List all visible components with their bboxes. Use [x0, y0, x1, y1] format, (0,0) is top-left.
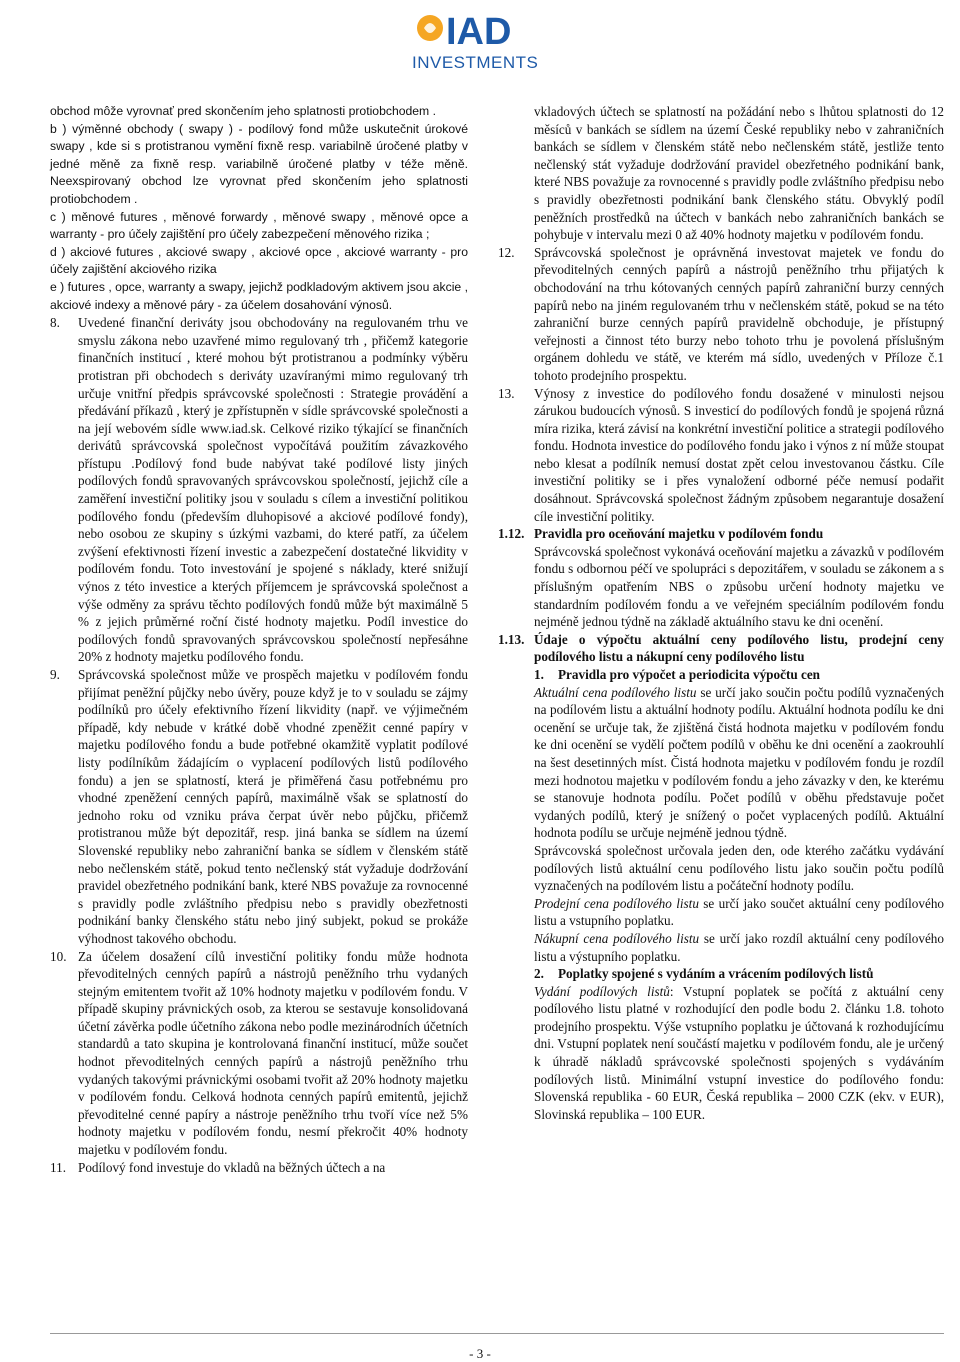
svg-text:IAD: IAD — [446, 11, 512, 53]
footer-divider — [50, 1333, 944, 1334]
paragraph: Správcovská společnost vykonává oceňování majetku a závazků v podílovém fondu s odbornou péčí ve spolupráci s depozitářem, v souladu se zákonem a s příslušným opatřením NBS o způsobu určení hodnoty majetku ve standardním podílovém fondu a ve veřejném speciálním podílovém fondu nejméně jednou týdně na základě aktuálního stavu ke dni ocenění. — [534, 543, 944, 630]
numbered-item — [498, 385, 944, 526]
subsection-heading — [498, 666, 944, 684]
numbered-item — [50, 1159, 468, 1177]
paragraph — [498, 684, 944, 842]
numbered-item — [50, 314, 468, 666]
item-text: Správcovská společnost je oprávněná investovat majetek ve fondu do převoditelných cenných papírů a nástrojů peněžního trhu přijatých k obchodování na trhu kótovaných cenných papírů zahraniční burzy cenných papírů nebo na jiném regulovaném trhu v nečlenském státě, pokud se na této zahraniční burze cenných papírů pravidelně obchoduje, je přístupný veřejnosti a činnost této burzy nebo tohoto trhu je povolená příslušným orgánem dohledu ve státě, ve kterém má sídlo, uvedených v Příloze č.1 tohoto prodejního prospektu. — [534, 244, 944, 383]
iad-logo — [410, 4, 560, 74]
paragraph: d ) akciové futures , akciové swapy , akciové opce , akciové warranty - pro účely zajištění akciového rizika — [50, 244, 468, 277]
item-number: 12. — [498, 244, 515, 260]
item-number: 13. — [498, 385, 515, 401]
section-heading — [498, 631, 944, 666]
item-text: Za účelem dosažení cílů investiční politiky fondu může hodnota převoditelných cenných papírů a nástrojů peněžního trhu vydaných stejným emitentem tvořit až 10% hodnoty majetku v podílovém fondu. V případě skupiny právnických osob, za kterou se sestavuje konsolidovaná účetní závěrka podle účetního zákona nebo podle mezinárodních účetních standardů a tato skupina je kontrolovaná finanční institucí, může součet hodnot převoditelných cenných papírů a nástrojů peněžního trhu vydaných takovými právnickými osobami tvořit až 20% hodnoty majetku v podílovém fondu. Celková hodnota cenných papírů emitentů, jejichž převoditelné cenné papíry a nástroje peněžního trhu tvoří více než 5% hodnoty majetku v podílovém fondu, nesmí překročit 40% hodnoty majetku v podílovém fondu. — [78, 948, 468, 1158]
paragraph: vkladových účtech se splatností na požádání nebo s lhůtou splatnosti do 12 měsíců v bankách se sídlem na území České republiky nebo v zahraničních bankách se sídlem v členském státě nebo nečlenském státě, jestliže tento nečlenský stát vyžaduje dodržování pravidel obezřetného podnikání bank, které NBS považuje za rovnocenné s pravidly podle zvláštního předpisu nebo s pravidly obezřetnosti podnikání bank členského státu. Obvyklý podíl peněžních prostředků na účtech v bankách nebo zahraničních bankách se pohybuje v intervalu mezi 0 až 40% hodnoty majetku v podílovém fondu. — [534, 104, 944, 243]
paragraph — [498, 895, 944, 930]
section-title: Údaje o výpočtu aktuální ceny podílového listu, prodejní ceny podílového listu a nákupní ceny podílového listu — [534, 631, 944, 665]
numbered-item — [50, 666, 468, 948]
term: Prodejní cena podílového listu — [534, 895, 699, 911]
page-number: - 3 - — [469, 1346, 491, 1361]
item-number: 8. — [50, 315, 60, 331]
item-number: 10. — [50, 948, 67, 964]
paragraph — [498, 930, 944, 965]
paragraph: c ) měnové futures , měnové forwardy , měnové swapy , měnové opce a warranty - pro účely zajištění pro účely zabezpečení měnového rizika ; — [50, 209, 468, 242]
paragraph: obchod môže vyrovnať pred skončením jeho splatnosti protiobchodem . — [50, 104, 436, 118]
subsection-title: Pravidla pro výpočet a periodicita výpočtu cen — [558, 667, 821, 682]
paragraph-text: se určí jako součin počtu podílů vyznačených na podílovém listu a aktuální hodnoty podílu. Aktuální hodnota podílu ke dni ocenění se určuje tak, že zjištěná čistá hodnota majetku v podílovém fondu ke dni ocenění se vydělí počtem podílů v oběhu ke dni ocenění a zaokrouhlí na šest desetinných míst. Čistá hodnota majetku v podílovém fondu je rozdíl mezi hodnotou majetku v podílovém fondu a jeho závazky v den, ke kterému se stanovuje hodnota podílu. Počet podílů v oběhu představuje počet vydaných podílů, který je snížený o počet vyplacených podílů. Aktuální hodnota podílu se určuje nejméně jednou týdně. — [534, 684, 945, 841]
right-column — [498, 103, 944, 1123]
item-number: 11. — [50, 1159, 66, 1175]
term: Nákupní cena podílového listu — [534, 930, 700, 946]
subsection-heading — [498, 965, 944, 983]
item-number: 9. — [50, 667, 60, 682]
term: Vydání podílových listů — [534, 983, 670, 999]
item-text: Uvedené finanční deriváty jsou obchodovány na regulovaném trhu ve smyslu zákona nebo uzavřené mimo regulovaný trh , přičemž kategorie finančních institucí , které mohou být protistranou a podmínky výběru protistran při obchodech s deriváty uzavíranými mimo regulovaný trh určuje vnitřní předpis správcovské společnosti : Strategie provádění a předávání příkazů , který je zpřístupněn v sídle správcovské společnosti a na její webovém sídle www.iad.sk. Celkové riziko týkající se finančních derivátů správcovská společnost vypočítává použitím závazkového přístupu .Podílový fond bude nabývat také podílové listy jiných podílových fondů spravovaných správcovskou společností, jejichž cíle a zaměření investiční politiky jsou v souladu s cílem a investiční politikou podílového fondu (především dluhopisové a akciové podílové fondy), nebo osobou ze skupiny s úzkými vazbami, do které patří, za účelem zvýšení efektivnosti řízení investic a zabezpečení dostatečné likvidity v podílovém fondu. Toto investování je spojené s náklady, které snižují výnos z této investice a kterých příjemcem je správcovská společnost a výše odměny za správu těchto podílových fondů může být maximálně 5 % z jejich průměrné roční čisté hodnoty majetku. Podíl investice do podílových fondů spravovaných správcovskou společností nepřesáhne 20% z hodnoty majetku podílového fondu. — [78, 315, 468, 665]
svg-text:INVESTMENTS: INVESTMENTS — [412, 53, 539, 72]
paragraph-text: se určí jako součet aktuální ceny podílového listu a vstupního poplatku. — [534, 895, 945, 929]
section-number: 1.12. — [498, 526, 525, 542]
section-heading — [498, 525, 944, 543]
subsection-title: Poplatky spojené s vydáním a vrácením podílových listů — [558, 966, 874, 982]
item-text: Výnosy z investice do podílového fondu dosažené v minulosti nejsou zárukou budoucích výnosů. S investicí do podílových fondů je spojená různá míra rizika, která závisí na konkrétní investiční politice a strategii podílového fondu. Hodnota investice do podílového fondu jako i výnos z ní může stoupat nebo klesat a podílník nemusí dostat zpět celou investovanou částku. Cíle investiční politiky se i přes vynaložení odborné péče nemusí podařit dosáhnout. Správcovská společnost žádným způsobem negarantuje dosažení cíle investiční politiky. — [534, 385, 944, 524]
section-title: Pravidla pro oceňování majetku v podílovém fondu — [534, 526, 824, 542]
subsection-number: 1. — [534, 667, 544, 682]
numbered-item — [498, 244, 944, 385]
paragraph — [498, 983, 944, 1124]
item-text: Správcovská společnost může ve prospěch majetku v podílovém fondu přijímat peněžní půjčky nebo úvěry, pouze když je to v souladu se zájmy podílníků pro účely efektivního řízení likvidity (např. ve výjimečném případě, kdy nebude v krátké době vhodné zpeněžit cenné papíry v majetku podílového fondu a bude potřebné okamžitě vyplatit podílové listy podílníkům žádajícím o vyplacení podílových listů podílového fondu) a jen se splatností, která je přiměřená času potřebnému pro vhodné zpeněžení cenných papírů, maximálně však se splatností do jednoho roku od vzniku práva čerpat úvěr nebo půjčku, přičemž protistranou může být depozitář, resp. jiná banka se sídlem na území Slovenské republiky nebo zahraniční banka se sídlem v členském státě nebo nečlenském státě, pokud tento nečlenský stát vyžaduje dodržování pravidel obezřetného podnikání bank, které NBS považuje za rovnocenné s pravidly podle zvláštního předpisu nebo s pravidly obezřetnosti podnikání banky členského státu nebo jiný subjekt, pokud se prokáže výhodnost takového obchodu. — [78, 667, 468, 946]
paragraph: Správcovská společnost určovala jeden den, ode kterého začátku vydávání podílových listů aktuální cenu podílového listu jako součin počtu podílů vyznačených na podílovém listu a počáteční hodnoty podílu. — [534, 842, 944, 894]
paragraph: e ) futures , opce, warranty a swapy, jejichž podkladovým aktivem jsou akcie , akciové indexy a měnové páry - za účelem dosahování výnosů. — [50, 279, 468, 312]
paragraph-text: se určí jako rozdíl aktuální ceny podílového listu a výstupního poplatku. — [534, 930, 944, 964]
term: Aktuální cena podílového listu — [534, 684, 697, 700]
item-text: Podílový fond investuje do vkladů na běžných účtech a na — [78, 1159, 386, 1175]
left-column — [50, 103, 468, 1176]
numbered-item — [50, 948, 468, 1159]
paragraph-text: : Vstupní poplatek se počítá z aktuální ceny podílového listu platné v rozhodující den podle bodu 2. článku 1.8. tohoto prodejního prospektu. Výše vstupního poplatku je účtovaná k rozhodujícímu dni. Vstupní poplatek není součástí majetku v podílovém fondu, ale je určený k úhradě nákladů správcovské společnosti spojených s vydáváním podílových listů. Minimální vstupní investice do podílového fondu: Slovenská republika - 60 EUR, Česká republika – 2000 CZK (ekv. v EUR), Slovinská republika – 100 EUR. — [534, 983, 944, 1122]
paragraph: b ) výměnné obchody ( swapy ) - podílový fond může uskutečnit úrokové swapy , kde si s protistranou vymění fixně resp. variabilně úročené platby v jedné měně za fixně resp. variabilně úročené platby v téže měně. Neexspirovaný obchod lze vyrovnat před skončením jeho splatnosti protiobchodem . — [50, 121, 468, 206]
section-number: 1.13. — [498, 631, 525, 647]
subsection-number: 2. — [534, 966, 544, 982]
